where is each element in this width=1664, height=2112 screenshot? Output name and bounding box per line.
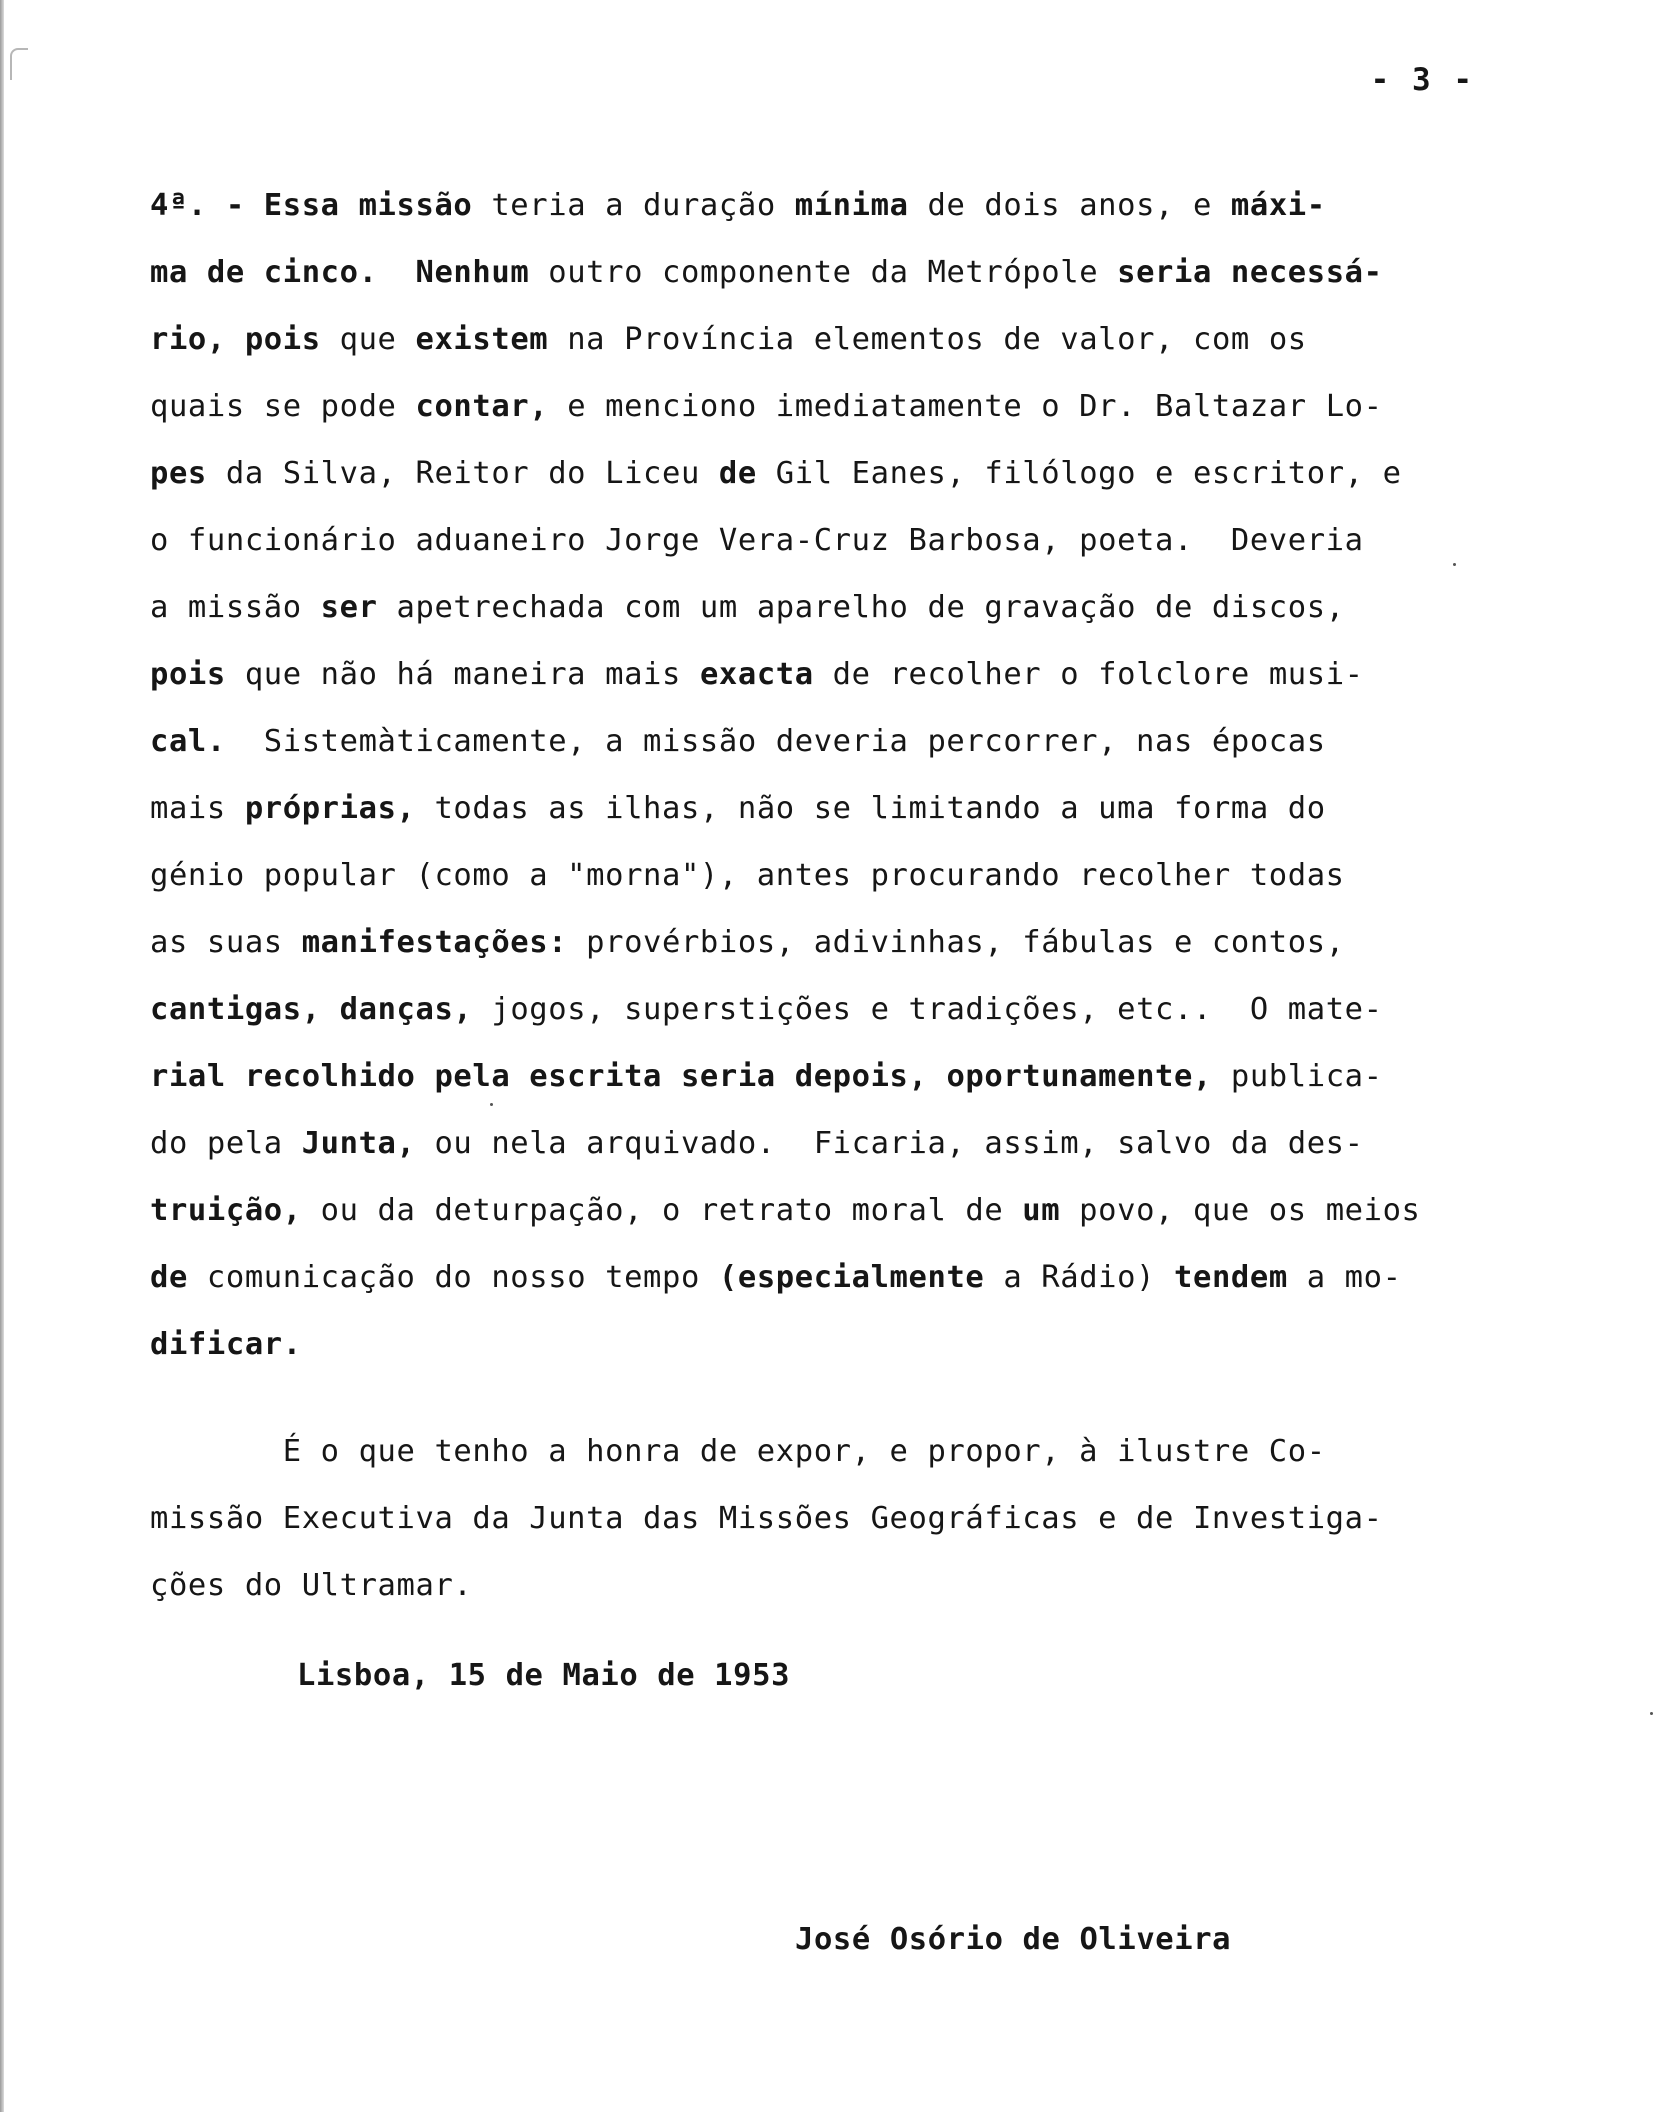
text-run: que <box>320 322 416 357</box>
text-line <box>150 976 1490 1043</box>
text-run: do pela <box>150 1126 302 1161</box>
text-line <box>150 1485 1490 1552</box>
text-run: publica- <box>1211 1059 1383 1094</box>
paragraph-gap <box>150 1378 1490 1418</box>
paragraph-mission-proposal <box>150 172 1490 1378</box>
bold-text-run: de <box>150 1260 188 1295</box>
text-run: jogos, superstições e tradições, etc.. O mate- <box>472 992 1383 1027</box>
text-run: a Rádio) <box>984 1260 1175 1295</box>
scan-speck <box>1650 1712 1653 1715</box>
text-run: É o que tenho a honra de expor, e propor, à ilustre Co- <box>150 1434 1326 1469</box>
text-line <box>150 574 1490 641</box>
text-run: a missão <box>150 590 321 625</box>
text-run: mais <box>150 791 245 826</box>
bold-text-run: contar, <box>415 389 549 424</box>
bold-text-run: dificar. <box>150 1327 302 1362</box>
text-line <box>150 641 1490 708</box>
text-run: na Província elementos de valor, com os <box>548 322 1307 357</box>
text-run: Gil Eanes, filólogo e escritor, e <box>756 456 1402 491</box>
bold-text-run: rio, pois <box>150 322 321 357</box>
text-line <box>150 1311 1490 1378</box>
text-run: Sistemàticamente, a missão deveria percorrer, nas épocas <box>225 724 1326 759</box>
letter-body <box>150 172 1490 1619</box>
text-run: comunicação do nosso tempo <box>187 1260 719 1295</box>
bold-text-run: cal. <box>150 724 226 759</box>
scan-left-edge <box>0 0 4 2112</box>
text-line <box>150 239 1490 306</box>
text-line <box>150 1110 1490 1177</box>
text-run: ou nela arquivado. Ficaria, assim, salvo da des- <box>415 1126 1364 1161</box>
text-run: e menciono imediatamente o Dr. Baltazar Lo- <box>548 389 1383 424</box>
text-line <box>150 1552 1490 1619</box>
bold-text-run: próprias, <box>244 791 416 826</box>
bold-text-run: tendem <box>1174 1260 1288 1295</box>
text-run: povo, que os meios <box>1060 1193 1421 1228</box>
bold-text-run: (especialmente <box>718 1260 985 1295</box>
bold-text-run: truição, <box>150 1193 302 1228</box>
bold-text-run: Nenhum <box>415 255 530 290</box>
text-line <box>150 373 1490 440</box>
text-line <box>150 842 1490 909</box>
signature-name: José Osório de Oliveira <box>795 1922 1232 1957</box>
text-run: de dois anos, e <box>908 188 1231 223</box>
text-line <box>150 172 1490 239</box>
bold-text-run: 4ª. - Essa missão <box>150 188 473 223</box>
text-run: quais se pode <box>150 389 416 424</box>
bold-text-run: máxi- <box>1230 188 1326 223</box>
text-line <box>150 1418 1490 1485</box>
place-date-line: Lisboa, 15 de Maio de 1953 <box>297 1658 791 1693</box>
text-line <box>150 1177 1490 1244</box>
text-line <box>150 507 1490 574</box>
text-run: todas as ilhas, não se limitando a uma forma do <box>415 791 1326 826</box>
page-number: - 3 - <box>1370 62 1474 98</box>
text-run: a mo- <box>1287 1260 1402 1295</box>
text-run: as suas <box>150 925 302 960</box>
text-run <box>321 992 340 1027</box>
bold-text-run: exacta <box>699 657 814 692</box>
text-run: teria a duração <box>472 188 795 223</box>
bold-text-run: existem <box>415 322 549 357</box>
bold-text-run: oportunamente, <box>946 1059 1212 1094</box>
text-line <box>150 1043 1490 1110</box>
bold-text-run: manifestações: <box>301 925 568 960</box>
paragraph-closing <box>150 1418 1490 1619</box>
text-run: apetrechada com um aparelho de gravação de discos, <box>377 590 1345 625</box>
text-run: ou da deturpação, o retrato moral de <box>301 1193 1023 1228</box>
text-run: outro componente da Metrópole <box>529 255 1118 290</box>
bold-text-run: Junta, <box>301 1126 416 1161</box>
text-line <box>150 440 1490 507</box>
bold-text-run: de <box>718 456 757 491</box>
text-run <box>378 255 416 290</box>
text-run: génio popular (como a "morna"), antes procurando recolher todas <box>150 858 1345 893</box>
bold-text-run: ma de cinco. <box>150 255 378 290</box>
text-line <box>150 306 1490 373</box>
bold-text-run: um <box>1022 1193 1061 1228</box>
text-line <box>150 1244 1490 1311</box>
bold-text-run: seria necessá- <box>1117 255 1383 290</box>
bold-text-run: danças, <box>339 992 473 1027</box>
bold-text-run: pois <box>150 657 226 692</box>
text-run: que não há maneira mais <box>225 657 700 692</box>
scan-speck <box>1453 563 1456 566</box>
bold-text-run: cantigas, <box>150 992 321 1027</box>
scan-speck <box>490 1103 493 1106</box>
text-run: missão Executiva da Junta das Missões Geográficas e de Investiga- <box>150 1501 1383 1536</box>
bold-text-run: pes <box>150 456 207 491</box>
text-line <box>150 708 1490 775</box>
bold-text-run: ser <box>320 590 378 625</box>
text-line <box>150 775 1490 842</box>
text-run <box>927 1059 946 1094</box>
text-run: da Silva, Reitor do Liceu <box>206 456 719 491</box>
bold-text-run: mínima <box>794 188 909 223</box>
text-run: de recolher o folclore musi- <box>813 657 1364 692</box>
text-line <box>150 909 1490 976</box>
text-run: ções do Ultramar. <box>150 1568 473 1603</box>
text-run: provérbios, adivinhas, fábulas e contos, <box>567 925 1345 960</box>
binding-mark <box>10 48 28 80</box>
text-run: o funcionário aduaneiro Jorge Vera-Cruz Barbosa, poeta. Deveria <box>150 523 1364 558</box>
bold-text-run: rial recolhido pela escrita seria depois, <box>150 1059 928 1094</box>
